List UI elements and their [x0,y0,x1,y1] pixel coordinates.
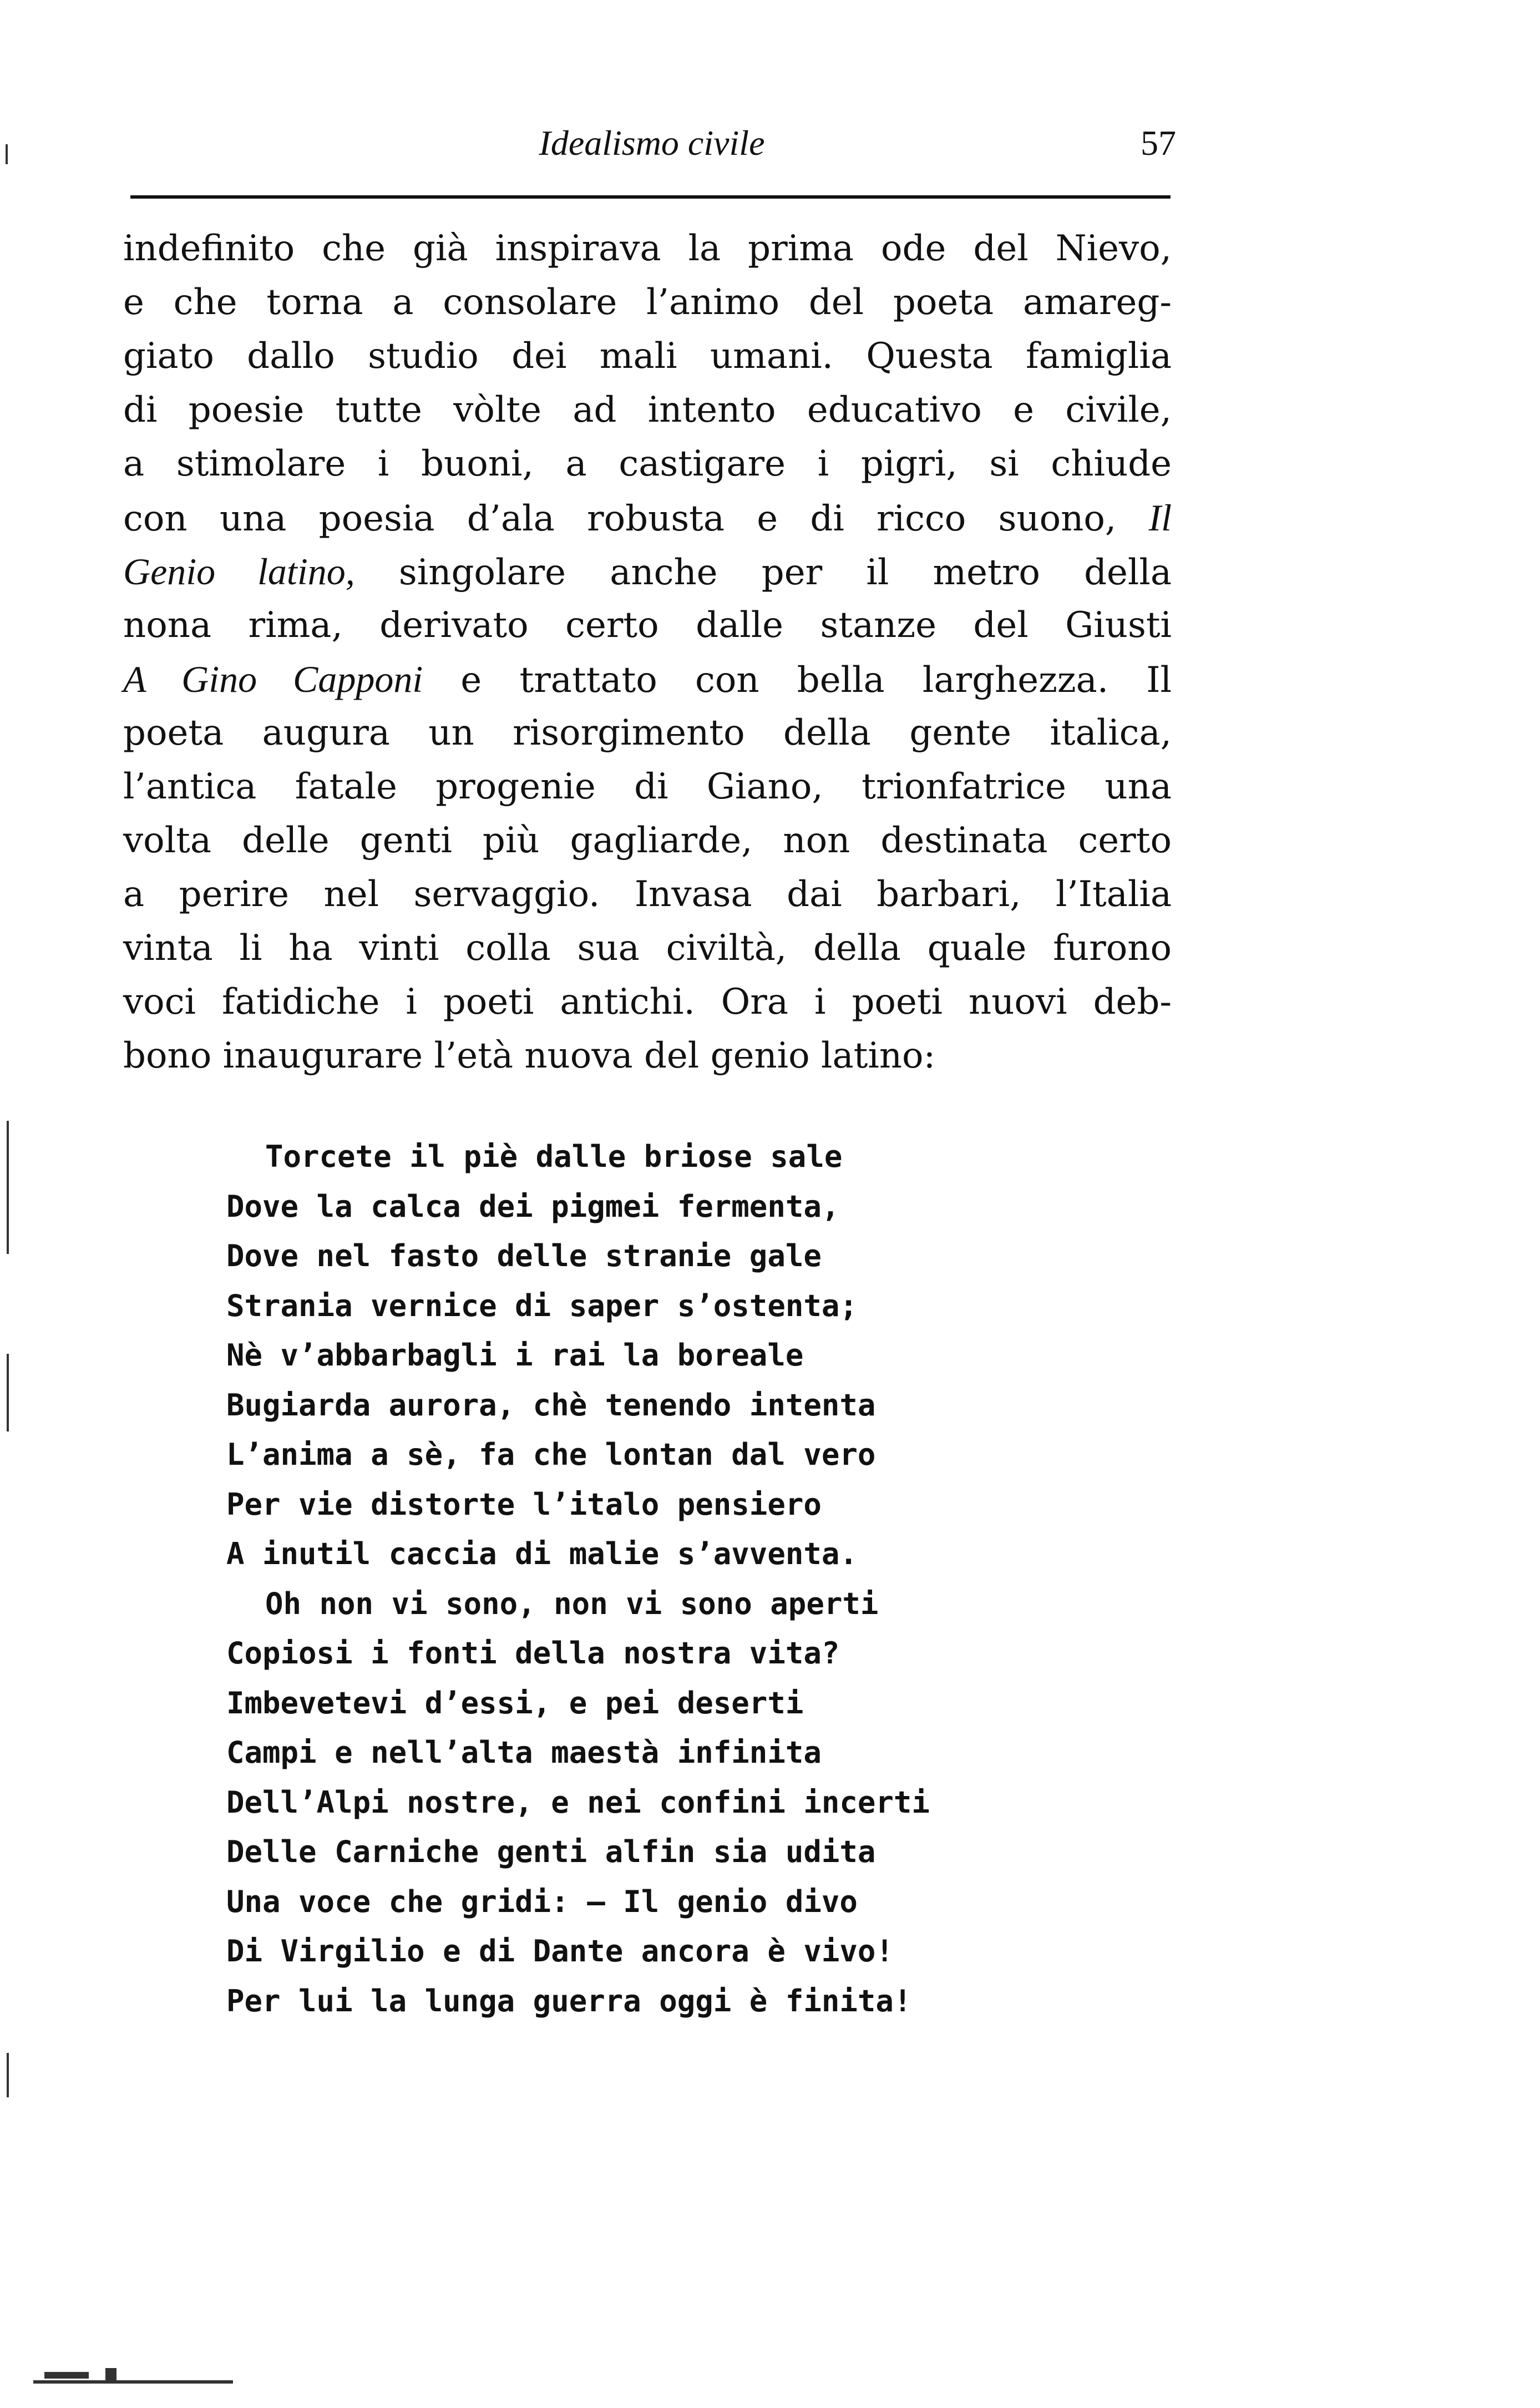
prose-line: a stimolare i buoni, a castigare i pigri, si chiude [123,443,1172,484]
verse-line: Torcete il piè dalle briose sale [265,1139,843,1174]
prose-line [123,652,1172,706]
scan-speck [33,2380,233,2384]
scan-speck [105,2368,116,2381]
verse-line: Per lui la lunga guerra oggi è finita! [226,1983,912,2019]
prose-text: singolare anche per il metro della [398,552,1172,593]
running-title: Idealismo civile [539,123,765,163]
prose-line: indefinito che già inspirava la prima ode del Nievo, [123,228,1172,269]
prose-paragraph [123,222,1172,1083]
scan-speck [7,2053,9,2097]
verse-line: Copiosi i fonti della nostra vita? [226,1636,840,1671]
prose-line: nona rima, derivato certo dalle stanze del Giusti [123,605,1172,646]
verse-line: Dell’Alpi nostre, e nei confini incerti [226,1784,930,1820]
prose-line: e che torna a consolare l’animo del poeta amareg- [123,282,1172,323]
verse-line: L’anima a sè, fa che lontan dal vero [226,1437,876,1472]
verse-line: Strania vernice di saper s’ostenta; [226,1288,858,1323]
verse-line: Dove la calca dei pigmei fermenta, [226,1188,840,1224]
prose-line: voci fatidiche i poeti antichi. Ora i poeti nuovi deb- [123,982,1172,1023]
poem-title-italic: A Gino Capponi [123,658,423,700]
verse-line: Una voce che gridi: — Il genio divo [226,1884,858,1919]
verse-line: Per vie distorte l’italo pensiero [226,1486,822,1522]
prose-line: di poesie tutte vòlte ad intento educativo e civile, [123,389,1172,431]
verse-line: Dove nel fasto delle stranie gale [226,1238,822,1273]
verse-line: Campi e nell’alta maestà infinita [226,1735,822,1770]
prose-line: vinta li ha vinti colla sua civiltà, della quale furono [123,928,1172,969]
poem-title-italic: Il [1148,497,1172,539]
prose-line [123,491,1172,545]
prose-text: con una poesia d’ala robusta e di ricco suono, [123,498,1117,539]
prose-line: a perire nel servaggio. Invasa dai barbari, l’Italia [123,874,1172,915]
verse-line: A inutil caccia di malie s’avventa. [226,1536,858,1571]
verse-line: Di Virgilio e di Dante ancora è vivo! [226,1934,894,1969]
prose-line: giato dallo studio dei mali umani. Questa famiglia [123,336,1172,377]
prose-text: e trattato con bella larghezza. Il [460,660,1172,701]
scan-speck [6,144,8,164]
prose-line: volta delle genti più gagliarde, non destinata certo [123,820,1172,861]
verse-line: Oh non vi sono, non vi sono aperti [265,1586,879,1621]
prose-line: l’antica fatale progenie di Giano, trionfatrice una [123,766,1172,807]
scan-speck [7,1121,9,1254]
scan-speck [44,2372,89,2379]
running-head [128,121,1176,165]
poem-title-italic: Genio latino, [123,550,355,593]
prose-line [123,545,1172,599]
prose-line: poeta augura un risorgimento della gente italica, [123,712,1172,753]
header-rule [130,195,1171,199]
prose-line: bono inaugurare l’età nuova del genio latino: [123,1035,936,1076]
verse-quotation [226,1132,948,2026]
scan-speck [7,1354,9,1431]
verse-line: Imbevetevi d’essi, e pei deserti [226,1685,804,1721]
verse-line: Delle Carniche genti alfin sia udita [226,1834,876,1869]
verse-line: Bugiarda aurora, chè tenendo intenta [226,1387,876,1423]
verse-line: Nè v’abbarbagli i rai la boreale [226,1338,804,1373]
page-number: 57 [1141,123,1176,163]
